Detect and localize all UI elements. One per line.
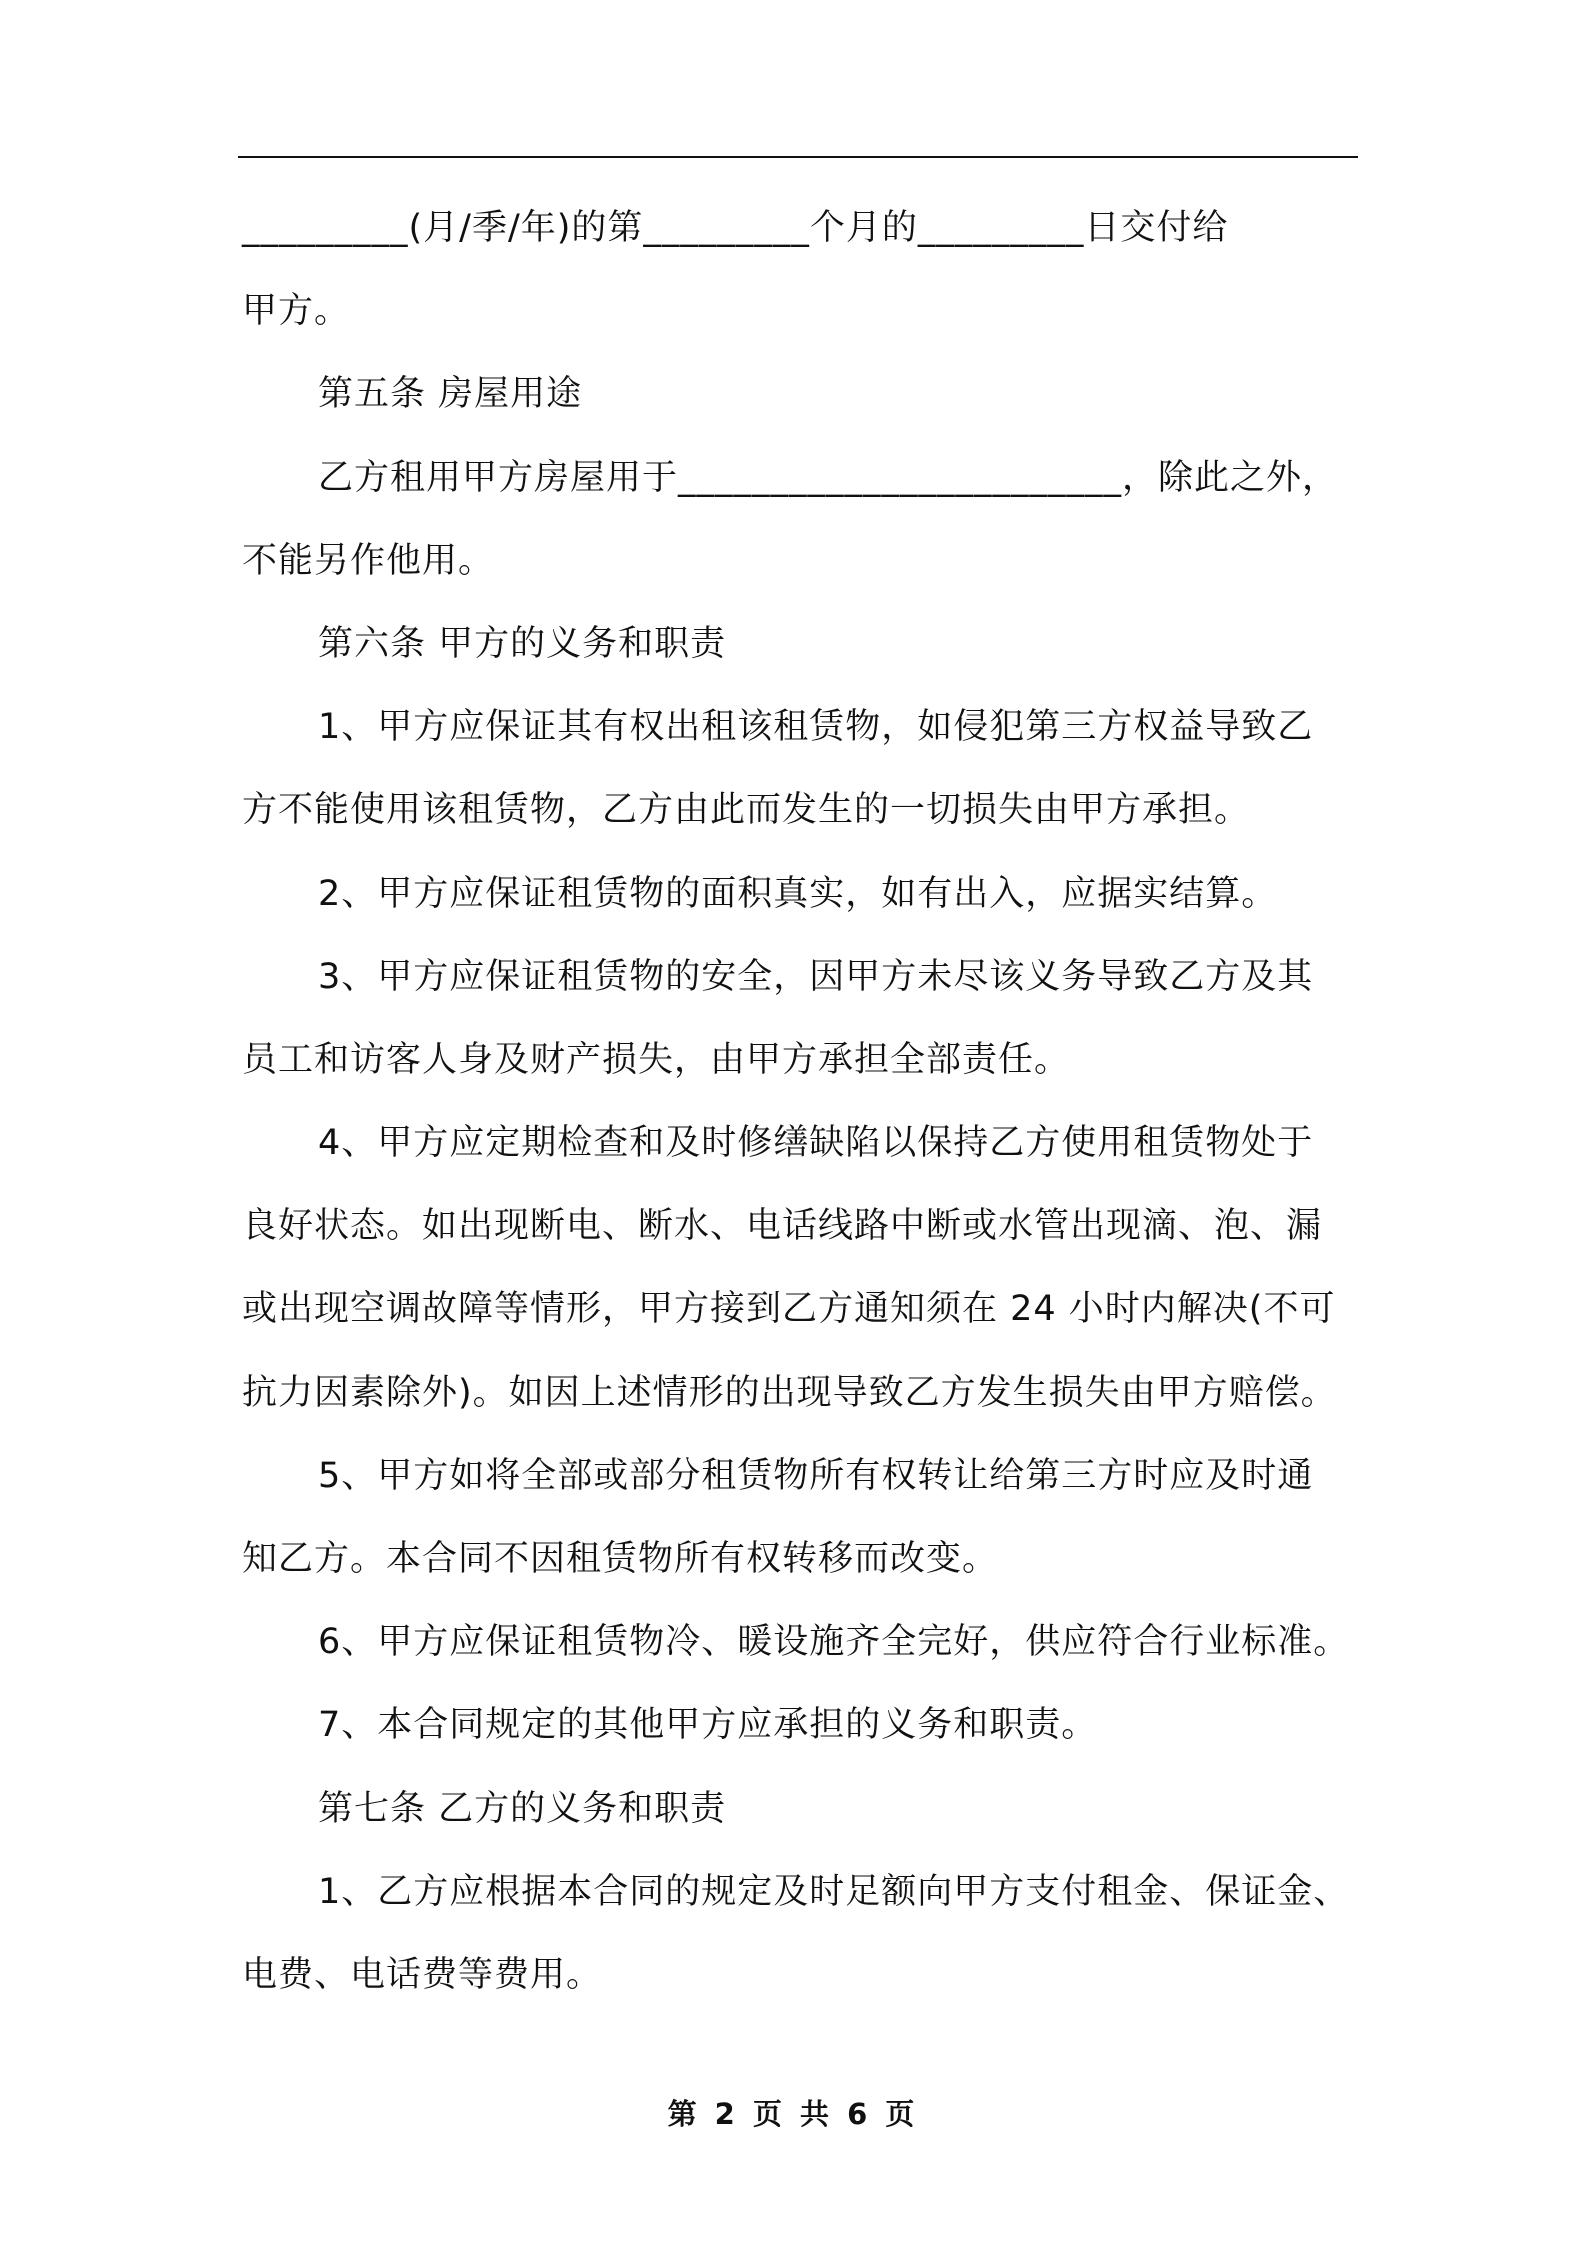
text-line: 或出现空调故障等情形，甲方接到乙方通知须在 24 小时内解决(不可 [242, 1289, 1336, 1330]
paragraph-line: 5、甲方如将全部或部分租赁物所有权转让给第三方时应及时通 [318, 1455, 1314, 1496]
page-number: 第 2 页 共 6 页 [667, 2097, 919, 2131]
text-line: _________(月/季/年)的第_________个月的_________日交付给 [242, 208, 1229, 248]
text-line: 员工和访客人身及财产损失，由甲方承担全部责任。 [242, 1039, 1071, 1080]
document-body [242, 198, 1362, 2028]
section-heading: 第五条 房屋用途 [318, 374, 583, 415]
paragraph-line: 乙方租用甲方房屋用于________________________，除此之外， [318, 457, 1339, 498]
text-line: 抗力因素除外)。如因上述情形的出现导致乙方发生损失由甲方赔偿。 [242, 1372, 1337, 1413]
paragraph-line: 1、乙方应根据本合同的规定及时足额向甲方支付租金、保证金、 [318, 1871, 1350, 1912]
text-line: 知乙方。本合同不因租赁物所有权转移而改变。 [242, 1539, 999, 1579]
paragraph-line: 4、甲方应定期检查和及时修缮缺陷以保持乙方使用租赁物处于 [318, 1123, 1314, 1164]
text-line: 良好状态。如出现断电、断水、电话线路中断或水管出现滴、泡、漏 [242, 1206, 1323, 1247]
text-line: 不能另作他用。 [242, 540, 495, 581]
text-line: 方不能使用该租赁物，乙方由此而发生的一切损失由甲方承担。 [242, 790, 1251, 831]
text-line: 电费、电话费等费用。 [242, 1954, 603, 1995]
paragraph-line: 6、甲方应保证租赁物冷、暖设施齐全完好，供应符合行业标准。 [318, 1622, 1350, 1663]
text-line: 甲方。 [242, 291, 351, 332]
paragraph-line: 7、本合同规定的其他甲方应承担的义务和职责。 [318, 1705, 1098, 1746]
header-divider [238, 156, 1358, 158]
section-heading: 第六条 甲方的义务和职责 [318, 623, 727, 664]
paragraph-line: 1、甲方应保证其有权出租该租赁物，如侵犯第三方权益导致乙 [318, 707, 1314, 748]
paragraph-line: 2、甲方应保证租赁物的面积真实，如有出入，应据实结算。 [318, 873, 1278, 914]
paragraph-line: 3、甲方应保证租赁物的安全，因甲方未尽该义务导致乙方及其 [318, 956, 1314, 997]
section-heading: 第七条 乙方的义务和职责 [318, 1788, 727, 1829]
